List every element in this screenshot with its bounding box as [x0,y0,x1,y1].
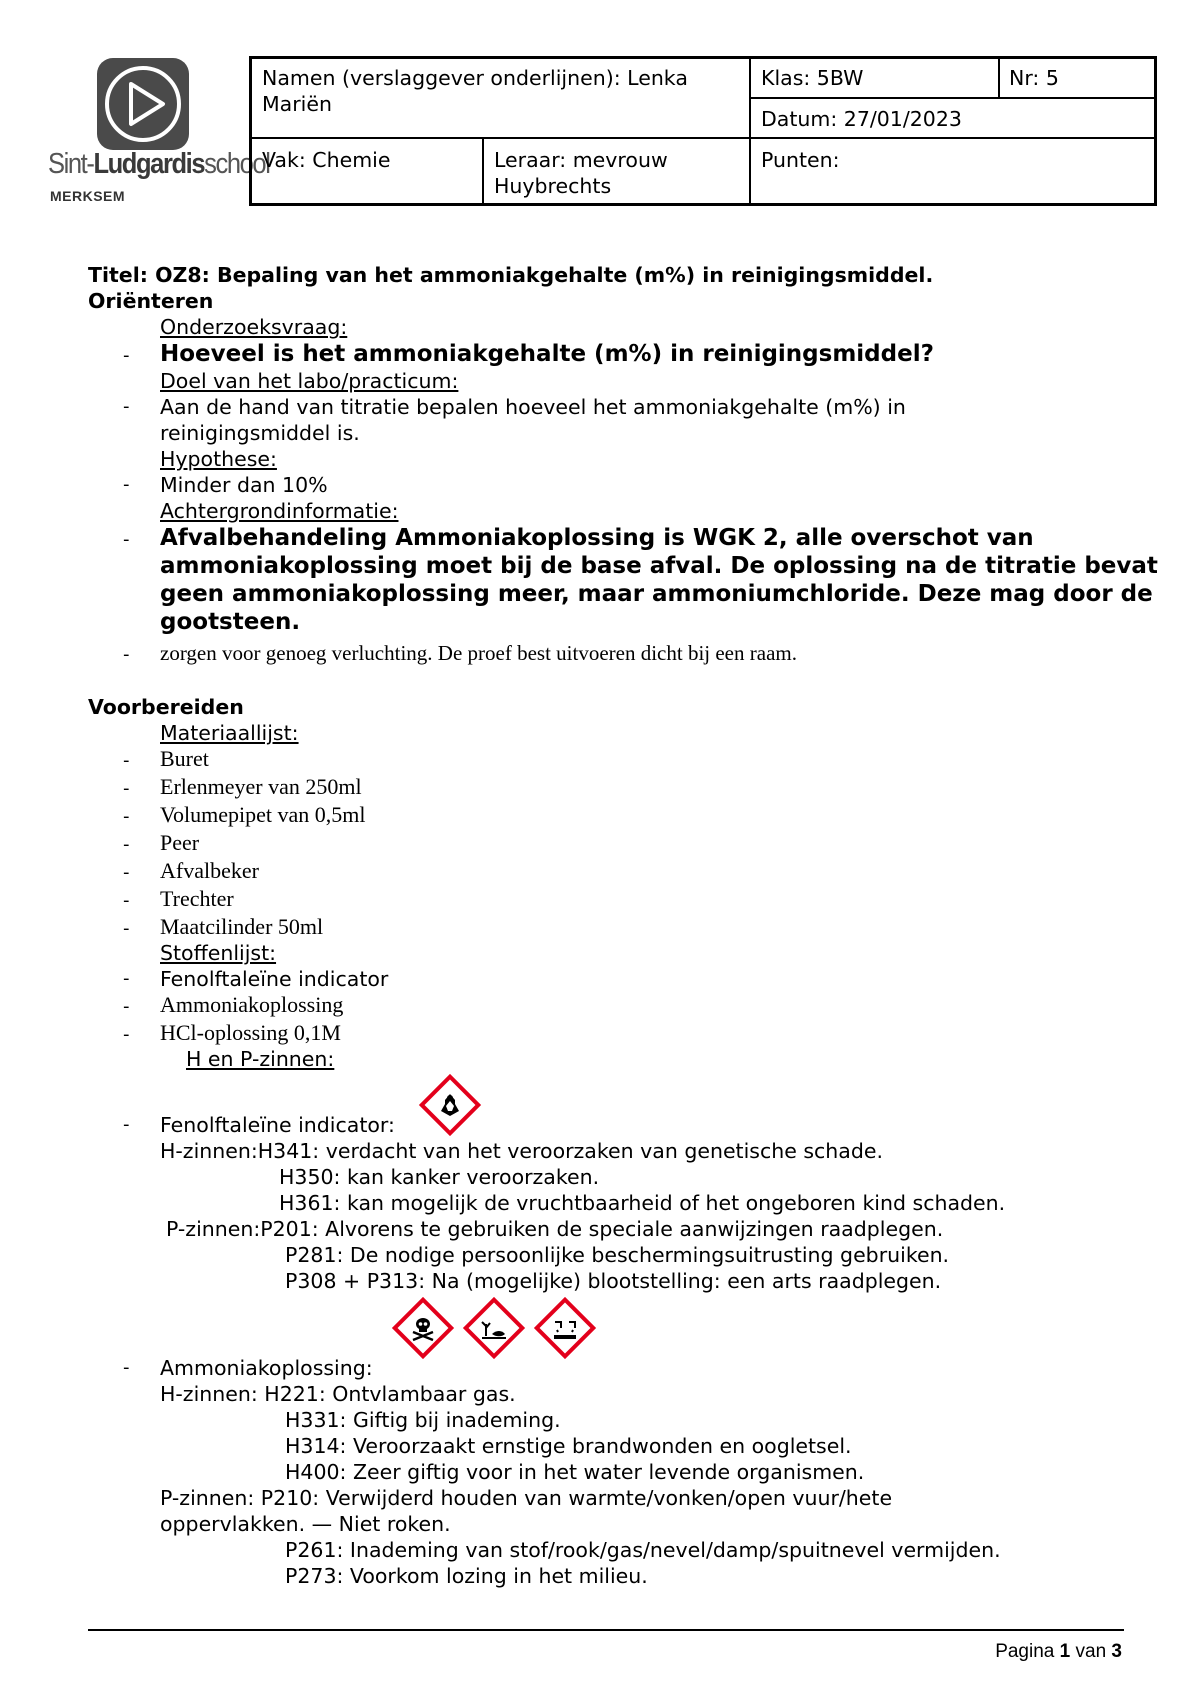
ammoniak-h-4: H400: Zeer giftig voor in het water levende organismen. [285,1460,865,1484]
namen-label: Namen (verslaggever onderlijnen): [262,66,621,90]
fenol-h-3: H361: kan mogelijk de vruchtbaarheid of het ongeboren kind schaden. [279,1191,1006,1215]
hypothese-label: Hypothese: [160,447,277,471]
materiaal-item: Maatcilinder 50ml [160,914,324,939]
datum-field: Datum: 27/01/2023 [761,107,962,131]
materiaal-label: Materiaallijst: [160,721,299,745]
environment-icon [474,1308,514,1348]
orienteren-heading: Oriënteren [88,289,214,313]
play-icon [97,58,189,150]
onderzoeksvraag-label: Onderzoeksvraag: [160,315,348,339]
materiaal-item: Volumepipet van 0,5ml [160,802,366,827]
materiaal-item: Afvalbeker [160,858,259,883]
klas-field: Klas: 5BW [761,66,864,90]
ammoniak-p-3: P273: Voorkom lozing in het milieu. [285,1564,648,1588]
leraar-field: Leraar: mevrouw Huybrechts [494,148,668,198]
stof-item: Ammoniakoplossing [160,992,344,1017]
fenol-p-1: P-zinnen:P201: Alvorens te gebruiken de speciale aanwijzingen raadplegen. [166,1217,944,1241]
fenol-h-1: H-zinnen:H341: verdacht van het veroorzaken van genetische schade. [160,1139,884,1163]
doel-line-1: Aan de hand van titratie bepalen hoeveel het ammoniakgehalte (m%) in [160,395,906,419]
achtergrond-label: Achtergrondinformatie: [160,499,399,523]
extra-info: zorgen voor genoeg verluchting. De proef best uitvoeren dicht bij een raam. [160,641,797,665]
achtergrond-line-2: ammoniakoplossing moet bij de base afval. De oplossing na de titratie bevat [160,553,1158,579]
materiaal-item: Erlenmeyer van 250ml [160,774,362,799]
school-name: Sint-Ludgardisschool [48,148,270,180]
fenol-h-2: H350: kan kanker veroorzaken. [279,1165,600,1189]
namen-value: Lenka [627,66,688,90]
namen-field [262,65,688,117]
ammoniak-h-1: H-zinnen: H221: Ontvlambaar gas. [160,1382,516,1406]
doel-label: Doel van het labo/practicum: [160,369,459,393]
page-title: Titel: OZ8: Bepaling van het ammoniakgehalte (m%) in reinigingsmiddel. [88,263,934,287]
materiaal-item: Trechter [160,886,234,911]
fenol-p-3: P308 + P313: Na (mogelijke) blootstelling: een arts raadplegen. [285,1269,942,1293]
voorbereiden-heading: Voorbereiden [88,695,244,719]
school-logo [97,58,189,150]
punten-field: Punten: [761,148,840,172]
achtergrond-line-4: gootsteen. [160,609,301,635]
hp-label: H en P-zinnen: [186,1047,335,1071]
ammoniak-p-2: P261: Inademing van stof/rook/gas/nevel/damp/spuitnevel vermijden. [285,1538,1001,1562]
skull-icon [403,1308,443,1348]
achtergrond-line-1: Afvalbehandeling Ammoniakoplossing is WGK 2, alle overschot van [160,525,1034,551]
page-number: Pagina 1 van 3 [995,1641,1122,1662]
corrosive-icon [545,1308,585,1348]
materiaal-item: Peer [160,830,200,855]
header-table [249,56,1157,206]
fenol-p-2: P281: De nodige persoonlijke beschermingsuitrusting gebruiken. [285,1243,950,1267]
footer-divider [88,1629,1124,1631]
fenol-name: Fenolftaleïne indicator: [160,1113,395,1137]
ammoniak-p-1-cont: oppervlakken. — Niet roken. [160,1512,451,1536]
school-location: MERKSEM [50,188,126,204]
achtergrond-line-3: geen ammoniakoplossing meer, maar ammoniumchloride. Deze mag door de [160,581,1153,607]
ammoniak-name: Ammoniakoplossing: [160,1356,373,1380]
health-hazard-icon [430,1085,470,1125]
onderzoeksvraag: Hoeveel is het ammoniakgehalte (m%) in reinigingsmiddel? [160,341,934,367]
vak-field: Vak: Chemie [262,148,391,172]
namen-value-2: Mariën [262,92,332,116]
doel-line-2: reinigingsmiddel is. [160,421,360,445]
hypothese: Minder dan 10% [160,473,328,497]
materiaal-item: Buret [160,746,209,771]
ammoniak-h-2: H331: Giftig bij inademing. [285,1408,561,1432]
stof-item: Fenolftaleïne indicator [160,967,389,991]
nr-field: Nr: 5 [1009,66,1059,90]
ammoniak-p-1: P-zinnen: P210: Verwijderd houden van warmte/vonken/open vuur/hete [160,1486,893,1510]
stoffen-label: Stoffenlijst: [160,941,277,965]
ammoniak-h-3: H314: Veroorzaakt ernstige brandwonden en oogletsel. [285,1434,852,1458]
stof-item: HCl-oplossing 0,1M [160,1020,341,1045]
